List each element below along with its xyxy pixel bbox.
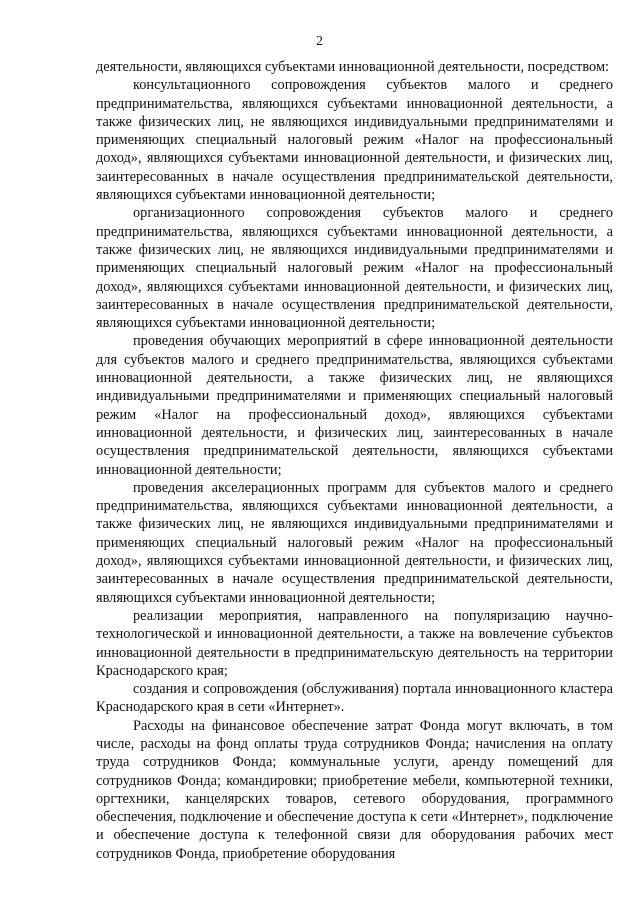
- page-number: 2: [316, 34, 323, 49]
- paragraph-consulting-support: консультационного сопровождения субъектов малого и среднего предпринимательства, являющихся субъектами инновационной деятельности, а также физических лиц, не являющихся индивидуальными предпринимателями и применяющих специальный налоговый режим «Налог на профессиональный доход», являющихся субъектами инновационной деятельности, и физических лиц, заинтересованных в начале осуществления предпринимательской деятельности, являющихся субъектами инновационной деятельности;: [96, 77, 613, 204]
- paragraph-continuation: деятельности, являющихся субъектами инновационной деятельности, посредством:: [96, 59, 610, 75]
- paragraph-portal-support: создания и сопровождения (обслуживания) портала инновационного кластера Краснодарского края в сети «Интернет».: [96, 681, 613, 716]
- paragraph-acceleration-programs: проведения акселерационных программ для субъектов малого и среднего предпринимательства, являющихся субъектами инновационной деятельности, а также физических лиц, не являющихся индивидуальными предпринимателями и применяющих специальный налоговый режим «Налог на профессиональный доход», являющихся субъектами инновационной деятельности, и физических лиц, заинтересованных в начале осуществления предпринимательской деятельности, являющихся субъектами инновационной деятельности;: [96, 479, 613, 606]
- paragraph-fund-expenses: Расходы на финансовое обеспечение затрат Фонда могут включать, в том числе, расходы на фонд оплаты труда сотрудников Фонда; начисления на оплату труда сотрудников Фонда; коммунальные услуги, аренду помещений для сотрудников Фонда; командировки; приобретение мебели, компьютерной техники, оргтехники, канцелярских товаров, сетевого оборудования, программного обеспечения, подключение и обеспечение доступа к сети «Интернет», подключение и обеспечение доступа к телефонной связи для оборудования рабочих мест сотрудников Фонда, приобретение оборудования: [96, 717, 613, 862]
- document-body: [96, 58, 613, 863]
- paragraph-training-events: проведения обучающих мероприятий в сфере инновационной деятельности для субъектов малого и среднего предпринимательства, являющихся субъектами инновационной деятельности, а также физических лиц, не являющихся индивидуальными предпринимателями и применяющих специальный налоговый режим «Налог на профессиональный доход», являющихся субъектами инновационной деятельности, и физических лиц, заинтересованных в начале осуществления предпринимательской деятельности, являющихся субъектами инновационной деятельности;: [96, 333, 613, 478]
- paragraph-popularization-event: реализации мероприятия, направленного на популяризацию научно-технологической и инновационной деятельности, а также на вовлечение субъектов инновационной деятельности в предпринимательскую деятельность на территории Краснодарского края;: [96, 607, 613, 679]
- paragraph-organizational-support: организационного сопровождения субъектов малого и среднего предпринимательства, являющихся субъектами инновационной деятельности, а также физических лиц, не являющихся индивидуальными предпринимателями и применяющих специальный налоговый режим «Налог на профессиональный доход», являющихся субъектами инновационной деятельности, и физических лиц, заинтересованных в начале осуществления предпринимательской деятельности, являющихся субъектами инновационной деятельности;: [96, 205, 613, 332]
